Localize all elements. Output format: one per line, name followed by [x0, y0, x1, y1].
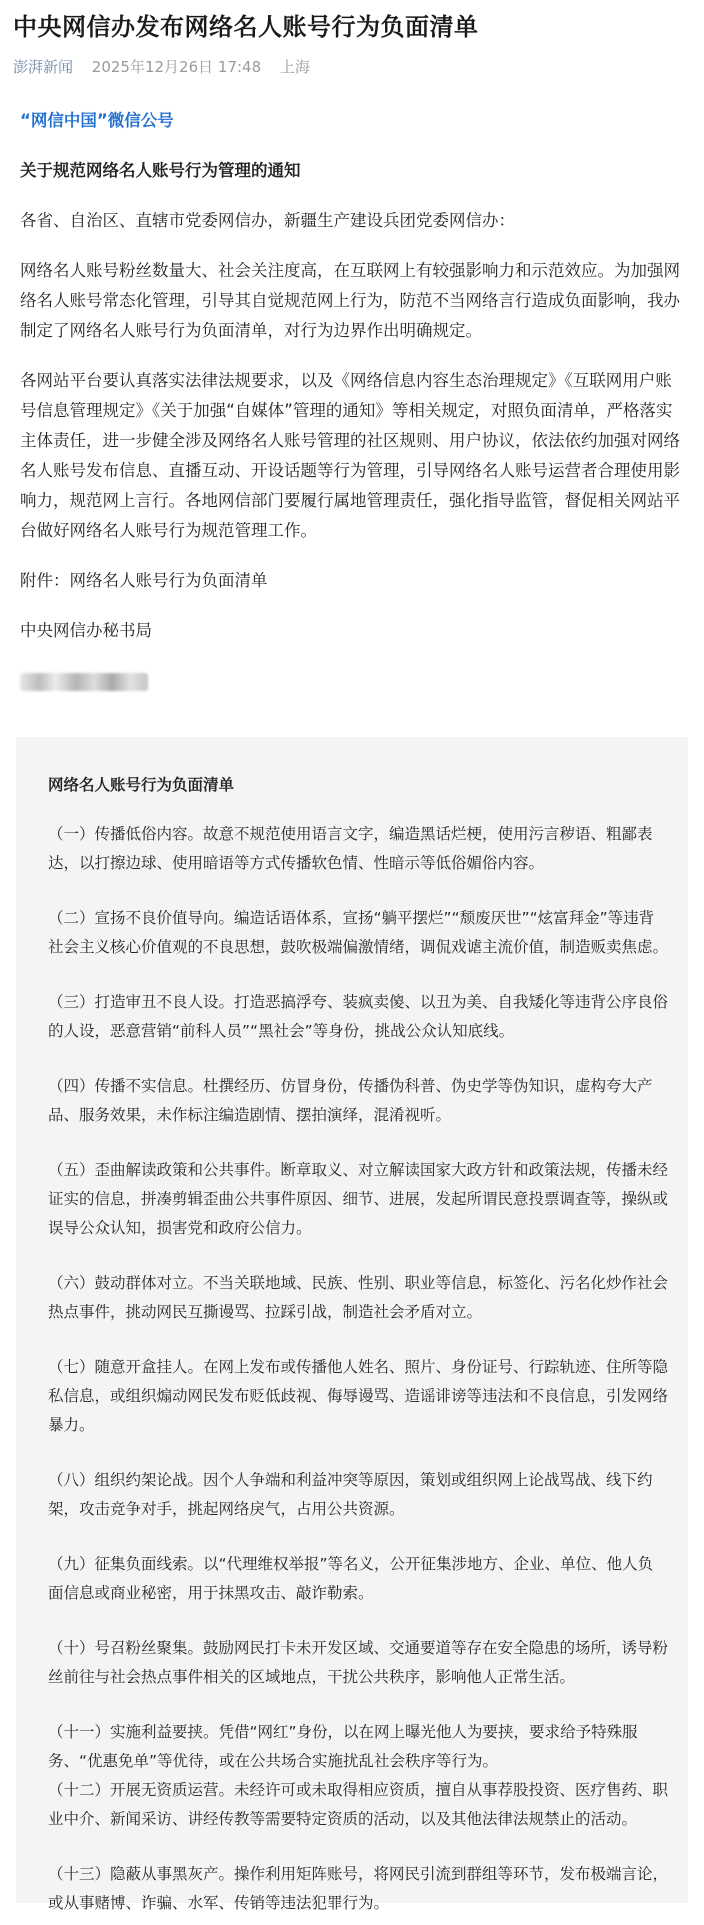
salutation: 各省、自治区、直辖市党委网信办，新疆生产建设兵团党委网信办： — [20, 211, 515, 230]
paragraph-requirements: 各网站平台要认真落实法律法规要求，以及《网络信息内容生态治理规定》《互联网用户账号信息管理规定》《关于加强“自媒体”管理的通知》等相关规定，对照负面清单，严格落实主体责任，进一步健全涉及网络名人账号管理的社区规则、用户协议，依法依约加强对网络名人账号发布信息、直播互动、开设话题等行为管理，引导网络名人账号运营者合理使用影响力，规范网上言行。各地网信部门要履行属地管理责任，强化指导监管，督促相关网站平台做好网络名人账号行为规范管理工作。 — [20, 371, 680, 540]
list-item: （十三）隐蔽从事黑灰产。操作利用矩阵账号，将网民引流到群组等环节，发布极端言论，或从事赌博、诈骗、水军、传销等违法犯罪行为。 — [48, 1865, 669, 1912]
article-meta — [13, 56, 310, 78]
list-item: （二）宣扬不良价值导向。编造话语体系，宣扬“躺平摆烂”“颓废厌世”“炫富拜金”等违背社会主义核心价值观的不良思想，鼓吹极端偏激情绪，调侃戏谑主流价值，制造贩卖焦虑。 — [48, 909, 669, 956]
list-item: （九）征集负面线索。以“代理维权举报”等名义，公开征集涉地方、企业、单位、他人负面信息或商业秘密，用于抹黑攻击、敲诈勒索。 — [48, 1555, 654, 1602]
list-item: （六）鼓动群体对立。不当关联地域、民族、性别、职业等信息，标签化、污名化炒作社会热点事件，挑动网民互撕谩骂、拉踩引战，制造社会矛盾对立。 — [48, 1274, 669, 1321]
list-item: （十）号召粉丝聚集。鼓励网民打卡未开发区域、交通要道等存在安全隐患的场所，诱导粉丝前往与社会热点事件相关的区域地点，干扰公共秩序，影响他人正常生活。 — [48, 1639, 669, 1686]
blurred-date-image — [20, 673, 148, 691]
paragraph-intro: 网络名人账号粉丝数量大、社会关注度高，在互联网上有较强影响力和示范效应。为加强网络名人账号常态化管理，引导其自觉规范网上行为，防范不当网络言行造成负面影响，我办制定了网络名人账号行为负面清单，对行为边界作出明确规定。 — [20, 261, 680, 340]
attachment-title: 网络名人账号行为负面清单 — [48, 776, 235, 794]
list-item: （七）随意开盒挂人。在网上发布或传播他人姓名、照片、身份证号、行踪轨迹、住所等隐私信息，或组织煽动网民发布贬低歧视、侮辱谩骂、造谣诽谤等违法和不良信息，引发网络暴力。 — [48, 1358, 669, 1434]
list-item: （十一）实施利益要挟。凭借“网红”身份，以在网上曝光他人为要挟，要求给予特殊服务、“优惠免单”等优待，或在公共场合实施扰乱社会秩序等行为。 — [48, 1723, 638, 1770]
publish-location: 上海 — [279, 58, 310, 76]
attachment-panel — [16, 737, 688, 1912]
wechat-source-label: “网信中国”微信公号 — [20, 111, 174, 130]
publish-time: 2025年12月26日 17:48 — [91, 58, 262, 76]
list-item: （三）打造审丑不良人设。打造恶搞浮夸、装疯卖傻、以丑为美、自我矮化等违背公序良俗的人设，恶意营销“前科人员”“黑社会”等身份，挑战公众认知底线。 — [48, 993, 669, 1040]
signature: 中央网信办秘书局 — [20, 621, 152, 640]
attachment-line: 附件：网络名人账号行为负面清单 — [20, 571, 268, 590]
blurred-date — [20, 666, 688, 696]
list-item: （八）组织约架论战。因个人争端和利益冲突等原因，策划或组织网上论战骂战、线下约架，攻击竞争对手，挑起网络戾气，占用公共资源。 — [48, 1471, 653, 1518]
list-item: （五）歪曲解读政策和公共事件。断章取义、对立解读国家大政方针和政策法规，传播未经证实的信息，拼凑剪辑歪曲公共事件原因、细节、进展，发起所谓民意投票调查等，操纵或误导公众认知，损害党和政府公信力。 — [48, 1161, 669, 1237]
list-item: （一）传播低俗内容。故意不规范使用语言文字，编造黑话烂梗，使用污言秽语、粗鄙表达，以打擦边球、使用暗语等方式传播软色情、性暗示等低俗媚俗内容。 — [48, 825, 653, 872]
list-item: （十二）开展无资质运营。未经许可或未取得相应资质，擅自从事荐股投资、医疗售药、职业中介、新闻采访、讲经传教等需要特定资质的活动，以及其他法律法规禁止的活动。 — [48, 1781, 669, 1828]
list-item: （四）传播不实信息。杜撰经历、仿冒身份，传播伪科普、伪史学等伪知识，虚构夸大产品、服务效果，未作标注编造剧情、摆拍演绎，混淆视听。 — [48, 1077, 653, 1124]
notice-title: 关于规范网络名人账号行为管理的通知 — [20, 161, 301, 180]
article-headline: 中央网信办发布网络名人账号行为负面清单 — [13, 13, 479, 41]
source-link[interactable]: 澎湃新闻 — [13, 58, 74, 76]
article-body — [20, 106, 688, 716]
